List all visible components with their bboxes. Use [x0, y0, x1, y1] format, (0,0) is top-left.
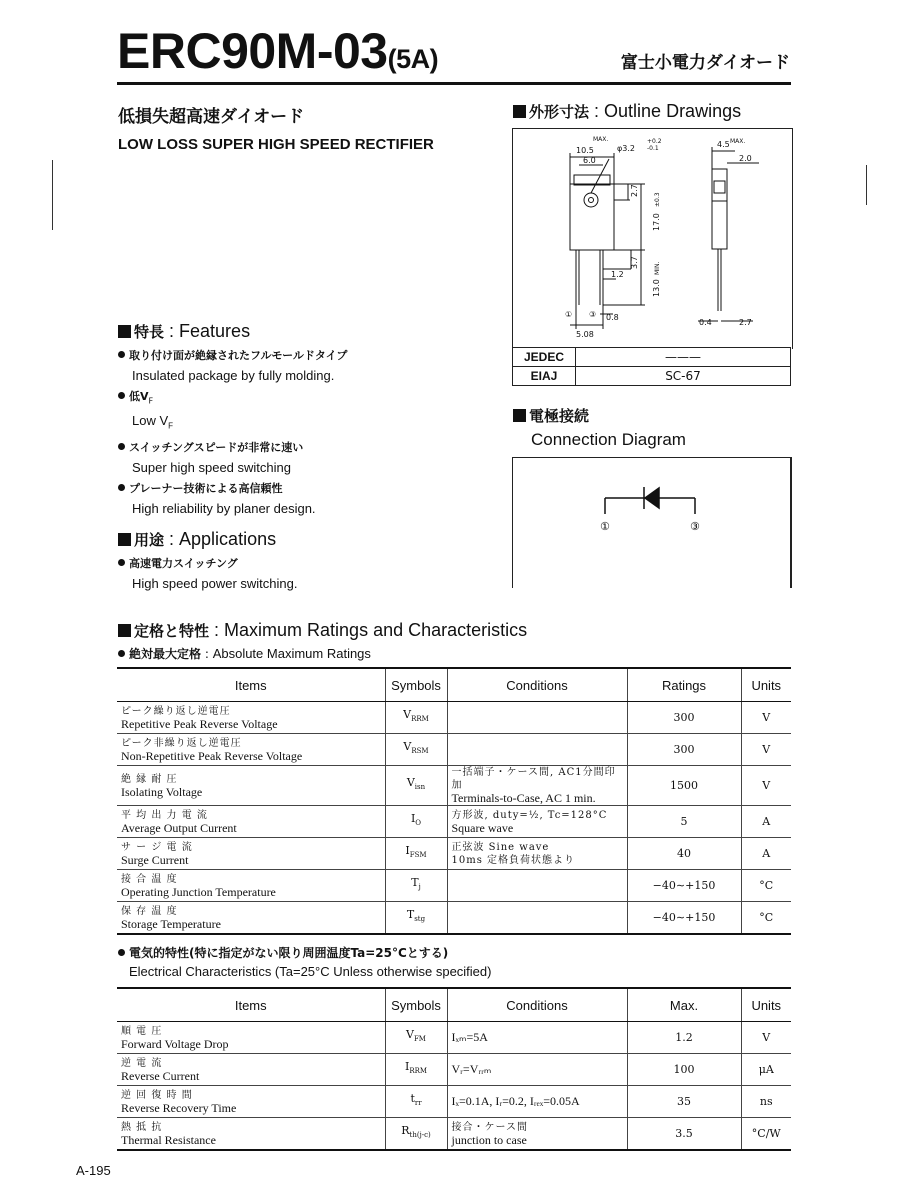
unit-cell: μA [741, 1054, 791, 1086]
package-standard-table [512, 347, 791, 386]
square-bullet-icon [118, 325, 131, 338]
table-row [117, 1054, 791, 1086]
square-bullet-icon [513, 409, 526, 422]
dim-label: 3.7 [630, 256, 639, 269]
table-row [117, 702, 791, 734]
column-header: Max. [627, 988, 741, 1022]
max-cell: 1.2 [627, 1022, 741, 1054]
list-item: スイッチングスピードが非常に速い [118, 437, 498, 458]
item-jp: ピーク非繰り返し逆電圧 [121, 737, 242, 749]
condition: 正弦波 Sine wave [451, 841, 550, 853]
condition-cell [447, 1118, 627, 1151]
condition-cell [447, 1086, 627, 1118]
square-bullet-icon [118, 624, 131, 637]
electrical-subheading: 電気的特性(特に指定がない限り周囲温度Ta=25°Cとする) [118, 944, 448, 961]
condition: Vᵣ=Vᵣᵣₘ [451, 1062, 492, 1076]
item-jp: 平 均 出 力 電 流 [121, 809, 208, 821]
table-row [117, 1086, 791, 1118]
max-cell: 100 [627, 1054, 741, 1086]
symbol-cell [385, 1118, 447, 1151]
margin-mark-right [866, 165, 867, 205]
maker-label: 富士小電力ダイオード [620, 53, 790, 73]
table-row [513, 367, 791, 386]
symbol-sub: FM [413, 1035, 426, 1044]
item-cell [117, 838, 385, 870]
bullet-icon [118, 351, 125, 358]
standard-value: SC-67 [576, 367, 791, 386]
feature-text: Low V [132, 413, 169, 429]
bullet-icon [118, 559, 125, 566]
item-cell [117, 806, 385, 838]
list-item: 取り付け面が絶縁されたフルモールドタイプ [118, 345, 498, 366]
item-en: Operating Junction Temperature [121, 884, 276, 899]
table-row [117, 734, 791, 766]
electrical-subheading-en: Electrical Characteristics (Ta=25°C Unless otherwise specified) [129, 964, 492, 979]
pin-label: ③ [589, 310, 597, 319]
applications-list [118, 553, 498, 594]
item-en: Thermal Resistance [121, 1132, 216, 1147]
condition: 方形波, duty=½, Tc=128°C [451, 809, 608, 821]
symbol: V [406, 1028, 414, 1042]
title-rule [117, 82, 791, 85]
symbol-cell [385, 734, 447, 766]
condition-cell [447, 1054, 627, 1086]
outline-drawing-box [512, 128, 793, 349]
feature-en [118, 411, 498, 437]
symbol-sub: rr [414, 1099, 422, 1108]
item-cell [117, 766, 385, 806]
pin-label: ③ [690, 520, 700, 533]
symbol-cell [385, 1022, 447, 1054]
column-header: Ratings [627, 668, 741, 702]
symbol-sub: j [418, 883, 421, 892]
symbol-sub: th(j-c) [409, 1131, 431, 1140]
pin-label: ① [600, 520, 610, 533]
item-cell [117, 902, 385, 935]
condition: 接合・ケース間 [451, 1121, 528, 1133]
part-number-title [117, 23, 439, 79]
dim-label: +0.2 [647, 138, 662, 145]
applications-heading: 用途 : Applications [118, 529, 276, 550]
unit-cell: ns [741, 1086, 791, 1118]
dim-label: MAX. [730, 138, 746, 145]
standard-label: EIAJ [513, 367, 576, 386]
symbol: I [404, 1060, 410, 1074]
unit-cell: A [741, 806, 791, 838]
symbol-sub: isn [414, 783, 426, 792]
symbol: T [406, 908, 415, 922]
condition-cell [447, 902, 627, 935]
symbol: t [410, 1092, 415, 1106]
dim-label: 5.08 [576, 330, 594, 339]
column-header: Units [741, 668, 791, 702]
dim-label: 2.7 [739, 318, 752, 327]
item-en: Forward Voltage Drop [121, 1036, 229, 1051]
condition: 10ms 定格負荷状態より [451, 854, 576, 866]
subscript: F [148, 396, 154, 406]
unit-cell: V [741, 734, 791, 766]
symbol-cell [385, 766, 447, 806]
symbol-cell [385, 902, 447, 935]
current-rating: (5A) [387, 44, 439, 74]
diode-symbol [513, 458, 790, 588]
feature-en: High reliability by planer design. [132, 500, 316, 516]
bullet-icon [118, 650, 125, 657]
table-row [117, 1022, 791, 1054]
dim-label: 17.0 [652, 213, 661, 231]
condition: 一括端子・ケース間, AC1分間印加 [451, 767, 616, 791]
margin-mark-left [52, 160, 53, 230]
connection-heading: 電極接続 [513, 405, 589, 426]
absolute-max-ratings-table [117, 667, 791, 935]
page-number: A-195 [76, 1163, 111, 1178]
unit-cell: V [741, 1022, 791, 1054]
dim-label: 10.5 [576, 146, 594, 155]
item-en: Non-Repetitive Peak Reverse Voltage [121, 748, 303, 763]
condition-cell [447, 1022, 627, 1054]
symbol: I [410, 812, 416, 826]
column-header: Conditions [447, 988, 627, 1022]
dim-label: 0.8 [606, 313, 619, 322]
item-en: Storage Temperature [121, 916, 221, 931]
condition-cell [447, 734, 627, 766]
symbol-cell [385, 870, 447, 902]
symbol-cell [385, 1086, 447, 1118]
dim-label: ±0.3 [654, 192, 661, 207]
product-title-jp: 低損失超高速ダイオード [118, 107, 305, 127]
condition: Terminals-to-Case, AC 1 min. [451, 791, 596, 805]
feature-en: Insulated package by fully molding. [132, 368, 335, 383]
rating-cell: 5 [627, 806, 741, 838]
electrical-characteristics-table [117, 987, 791, 1151]
item-cell [117, 1054, 385, 1086]
table-header-row [117, 988, 791, 1022]
pin-label: ① [565, 310, 573, 319]
item-en: Isolating Voltage [121, 784, 203, 799]
features-heading: 特長 : Features [118, 321, 250, 342]
bullet-icon [118, 484, 125, 491]
item-en: Reverse Recovery Time [121, 1100, 237, 1115]
dim-label: 6.0 [583, 156, 596, 165]
item-jp: ピーク繰り返し逆電圧 [121, 705, 231, 717]
item-jp: 絶 縁 耐 圧 [121, 773, 178, 785]
table-row [117, 838, 791, 870]
unit-cell: °C [741, 870, 791, 902]
dim-label: MIN. [654, 261, 661, 275]
condition-cell [447, 766, 627, 806]
table-row [117, 766, 791, 806]
standard-value: ——— [576, 348, 791, 367]
table-header-row [117, 668, 791, 702]
item-en: Repetitive Peak Reverse Voltage [121, 716, 278, 731]
unit-cell: V [741, 766, 791, 806]
dim-label: 1.2 [611, 270, 624, 279]
symbol-sub: RRM [409, 1067, 428, 1076]
rating-cell: 40 [627, 838, 741, 870]
list-item: 低$V_F$ [118, 386, 498, 411]
column-header: Items [117, 668, 385, 702]
dim-label: 2.7 [630, 184, 639, 197]
connection-heading-en: Connection Diagram [531, 430, 686, 449]
symbol: T [411, 876, 419, 890]
symbol-sub: RRM [411, 715, 429, 724]
dim-label: 2.0 [739, 154, 752, 163]
dim-label: MAX. [593, 136, 609, 143]
item-jp: 熱 抵 抗 [121, 1121, 163, 1133]
symbol-cell [385, 806, 447, 838]
dim-label: -0.1 [647, 145, 659, 152]
condition: Iₓₘ=5A [451, 1030, 488, 1044]
item-en: Reverse Current [121, 1068, 200, 1083]
dim-label: 13.0 [652, 279, 661, 297]
item-jp: 逆 回 復 時 間 [121, 1089, 193, 1101]
item-cell [117, 702, 385, 734]
abs-max-subheading: 絶対最大定格 : Absolute Maximum Ratings [118, 645, 371, 662]
symbol-cell [385, 838, 447, 870]
symbol-cell [385, 702, 447, 734]
table-row [117, 806, 791, 838]
rating-cell: −40∼+150 [627, 870, 741, 902]
max-cell: 35 [627, 1086, 741, 1118]
feature-en: Super high speed switching [132, 459, 291, 475]
ratings-heading: 定格と特性 : Maximum Ratings and Characteristics [118, 620, 527, 641]
condition: junction to case [451, 1132, 527, 1147]
list-item: プレーナー技術による高信頼性 [118, 478, 498, 499]
item-jp: 接 合 温 度 [121, 873, 178, 885]
item-cell [117, 870, 385, 902]
column-header: Symbols [385, 988, 447, 1022]
symbol-sub: FSM [409, 851, 427, 860]
bullet-icon [118, 443, 125, 450]
item-jp: 順 電 圧 [121, 1025, 163, 1037]
rating-cell: 300 [627, 734, 741, 766]
item-en: Surge Current [121, 852, 189, 867]
item-jp: サ ー ジ 電 流 [121, 841, 193, 853]
symbol: V [406, 776, 415, 790]
dim-label: 4.5 [717, 140, 730, 149]
square-bullet-icon [118, 533, 131, 546]
unit-cell: V [741, 702, 791, 734]
unit-cell: °C/W [741, 1118, 791, 1151]
column-header: Units [741, 988, 791, 1022]
product-title-en: LOW LOSS SUPER HIGH SPEED RECTIFIER [118, 136, 434, 153]
condition-cell [447, 838, 627, 870]
item-cell [117, 1022, 385, 1054]
table-row [513, 348, 791, 367]
rating-cell: −40∼+150 [627, 902, 741, 935]
dim-label: φ3.2 [617, 144, 635, 153]
item-jp: 逆 電 流 [121, 1057, 163, 1069]
outline-heading: 外形寸法 : Outline Drawings [513, 101, 741, 122]
dim-label: 0.4 [699, 318, 712, 327]
unit-cell: °C [741, 902, 791, 935]
unit-cell: A [741, 838, 791, 870]
bullet-icon [118, 392, 125, 399]
condition-cell [447, 870, 627, 902]
symbol: I [405, 844, 410, 858]
rating-cell: 1500 [627, 766, 741, 806]
column-header: Symbols [385, 668, 447, 702]
rating-cell: 300 [627, 702, 741, 734]
item-en: Average Output Current [121, 820, 237, 835]
standard-label: JEDEC [513, 348, 576, 367]
table-row [117, 870, 791, 902]
condition-cell [447, 806, 627, 838]
part-number: ERC90M-03 [117, 23, 388, 79]
item-cell [117, 1118, 385, 1151]
symbol-sub: RSM [411, 747, 429, 756]
condition: Iₓ=0.1A, Iᵣ=0.2, Iᵣₑₓ=0.05A [451, 1094, 580, 1108]
outline-drawing [513, 129, 792, 349]
list-item: 高速電力スイッチング [118, 553, 498, 574]
symbol: V [403, 708, 412, 722]
subscript: F [168, 421, 174, 431]
column-header: Items [117, 988, 385, 1022]
symbol-sub: stg [414, 915, 426, 924]
condition: Square wave [451, 820, 514, 835]
table-row [117, 1118, 791, 1151]
table-row [117, 902, 791, 935]
square-bullet-icon [513, 105, 526, 118]
symbol-sub: O [415, 819, 422, 828]
symbol-cell [385, 1054, 447, 1086]
condition-cell [447, 702, 627, 734]
features-list [118, 345, 498, 519]
connection-diagram-box [512, 457, 792, 588]
column-header: Conditions [447, 668, 627, 702]
max-cell: 3.5 [627, 1118, 741, 1151]
item-cell [117, 734, 385, 766]
bullet-icon [118, 949, 125, 956]
item-cell [117, 1086, 385, 1118]
symbol: V [403, 740, 412, 754]
symbol: R [401, 1124, 410, 1138]
item-jp: 保 存 温 度 [121, 905, 178, 917]
application-en: High speed power switching. [132, 576, 298, 591]
